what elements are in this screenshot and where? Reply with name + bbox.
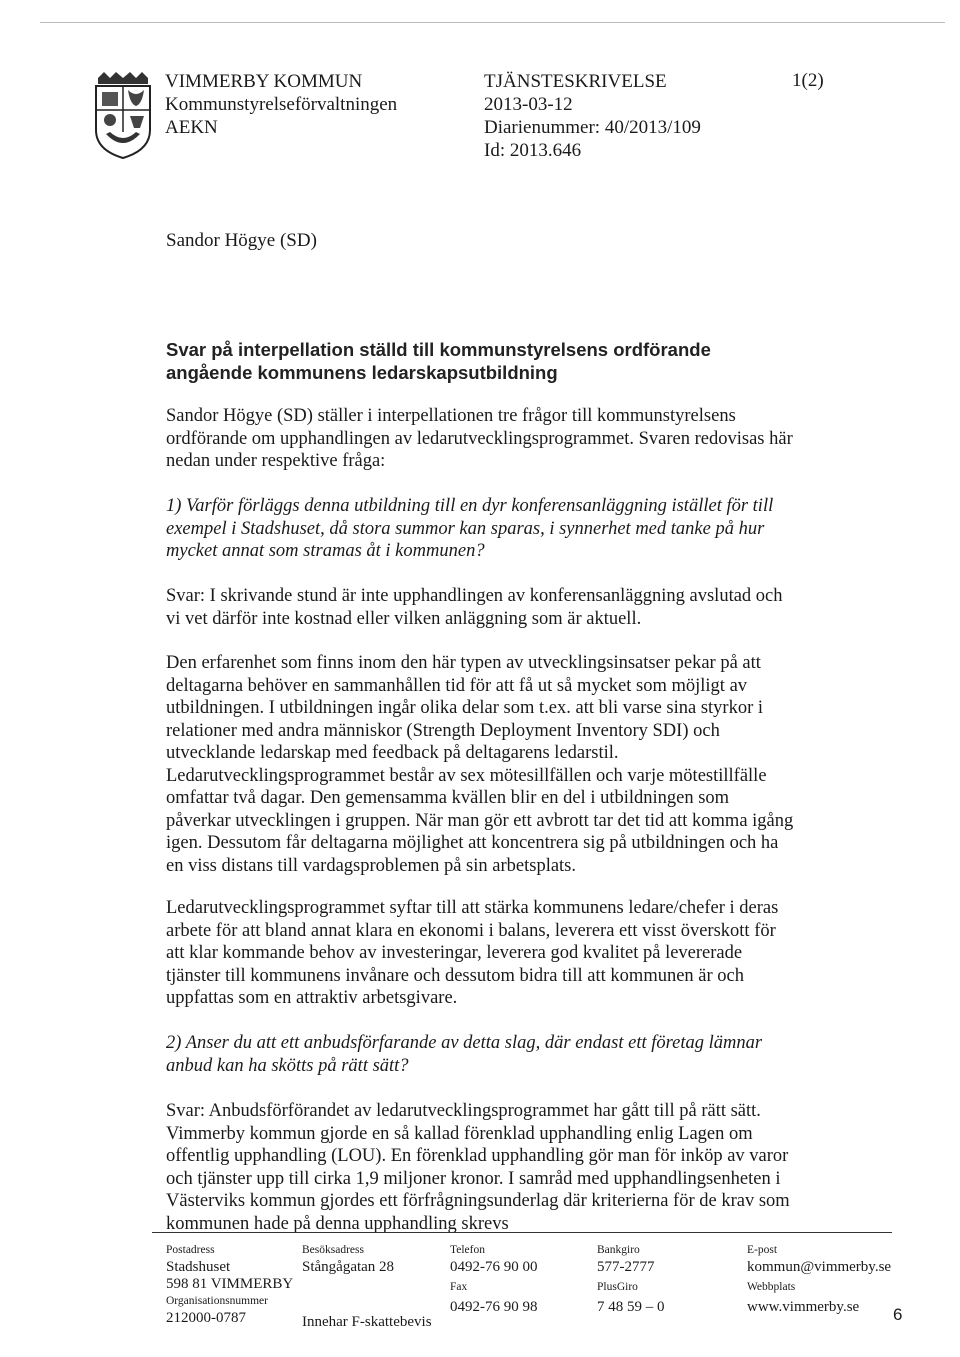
diary-number: Diarienummer: 40/2013/109 bbox=[484, 117, 701, 138]
web-label: Webbplats bbox=[747, 1281, 796, 1293]
header-org-block bbox=[165, 70, 397, 139]
fax-label: Fax bbox=[450, 1281, 468, 1293]
bankgiro-value: 577-2777 bbox=[597, 1259, 655, 1275]
footer-postal bbox=[166, 1242, 293, 1327]
footer-giro bbox=[597, 1242, 665, 1316]
document-id: Id: 2013.646 bbox=[484, 140, 582, 161]
program-paragraph bbox=[166, 897, 796, 1010]
fax-value: 0492-76 90 98 bbox=[450, 1299, 538, 1315]
phone-label: Telefon bbox=[450, 1244, 485, 1256]
document-title: Svar på interpellation ställd till kommunstyrelsens ordförande angående kommunens ledarskapsutbildning bbox=[166, 339, 711, 383]
email-label: E-post bbox=[747, 1244, 778, 1256]
answer-2-text: Svar: Anbudsförförandet av ledarutvecklingsprogrammet har gått till på rätt sätt. Vimmerby kommun gjorde en så kallad förenklad upphandling enlig Lagen om offentlig upphandling (LOU). En förenklad upphandling gör man för inköp av varor och tjänster upp till cirka 1,9 miljoner kronor. I samråd med upphandlingsenheten i Västerviks kommun gjordes ett förfrågningsunderlag där kriterierna för de krav som kommunen hade på denna upphandling skrevs bbox=[166, 1101, 790, 1234]
footer-ftax bbox=[302, 1314, 432, 1331]
scan-top-rule bbox=[40, 22, 945, 23]
department-name: Kommunstyrelseförvaltningen bbox=[165, 94, 398, 115]
footer-visit bbox=[302, 1242, 394, 1276]
program-text: Ledarutvecklingsprogrammet syftar till att stärka kommunens ledare/chefer i deras arbete för att bland annat klara en ekonomi i balans, leverera ett visst överskott för att klar kommande behov av investeringar, leverera god kvalitet på levererade tjänster till kommunens invånare och dessutom bidra till att kommunen är och uppfattas som en attraktiv arbetsgivare. bbox=[166, 898, 779, 1008]
question-1 bbox=[166, 495, 796, 563]
header-doc-block bbox=[484, 70, 701, 162]
footer-phone bbox=[450, 1242, 538, 1316]
visit-label: Besöksadress bbox=[302, 1244, 364, 1256]
plusgiro-label: PlusGiro bbox=[597, 1281, 638, 1293]
email-value: kommun@vimmerby.se bbox=[747, 1259, 892, 1275]
footer-divider bbox=[152, 1232, 892, 1233]
ftax-text: Innehar F-skattebevis bbox=[302, 1314, 432, 1330]
question-2 bbox=[166, 1032, 796, 1077]
visit-address: Stångågatan 28 bbox=[302, 1259, 395, 1275]
intro-paragraph bbox=[166, 405, 796, 473]
plusgiro-value: 7 48 59 – 0 bbox=[597, 1299, 665, 1315]
postal-label: Postadress bbox=[166, 1244, 215, 1256]
page-number: 6 bbox=[893, 1305, 903, 1324]
experience-paragraph bbox=[166, 652, 796, 877]
document-date: 2013-03-12 bbox=[484, 94, 573, 115]
postal-line-2: 598 81 VIMMERBY bbox=[166, 1276, 294, 1292]
answer-1-text: Svar: I skrivande stund är inte upphandlingen av konferensanläggning avslutad och vi vet därför inte kostnad eller vilken anläggning som är aktuell. bbox=[166, 586, 783, 629]
web-value: www.vimmerby.se bbox=[747, 1299, 860, 1315]
footer-contact bbox=[747, 1242, 891, 1316]
question-1-text: 1) Varför förläggs denna utbildning till en dyr konferensanläggning istället för till exempel i Stadshuset, då stora summor kan sparas, i synnerhet med tanke på hur mycket annat som stramas åt i kommunen? bbox=[166, 496, 774, 561]
recipient: Sandor Högye (SD) bbox=[166, 230, 317, 251]
orgnr-label: Organisationsnummer bbox=[166, 1295, 268, 1307]
question-2-text: 2) Anser du att ett anbudsförfarande av detta slag, där endast ett företag lämnar anbud kan ha skötts på rätt sätt? bbox=[166, 1033, 763, 1076]
postal-line-1: Stadshuset bbox=[166, 1259, 231, 1275]
experience-text: Den erfarenhet som finns inom den här typen av utvecklingsinsatser pekar på att deltagarna behöver en sammanhållen tid för att få ut så mycket som möjligt av utbildningen. I utbildningen ingår olika delar som t.ex. att bli varse sina styrkor i relationer med andra människor (Strength Deployment Inventory SDI) och utvecklande ledarskap med feedback på deltagarens ledarstil. Ledarutvecklingsprogrammet består av sex mötesillfällen och varje mötestillfälle omfattar två dagar. Den gemensamma kvällen blir en del i utbildningen som påverkar utvecklingen i gruppen. När man gör ett avbrott tar det tid att komma igång igen. Dessutom får deltagarna möjlighet att koncentrera sig på utbildningen och ha en viss distans till vardagsproblemen på sin arbetsplats. bbox=[166, 653, 794, 876]
intro-text: Sandor Högye (SD) ställer i interpellationen tre frågor till kommunstyrelsens ordförande om upphandlingen av ledarutvecklingsprogrammet. Svaren redovisas här nedan under respektive fråga: bbox=[166, 406, 793, 471]
unit-code: AEKN bbox=[165, 117, 218, 138]
org-name: VIMMERBY KOMMUN bbox=[165, 71, 363, 92]
phone-value: 0492-76 90 00 bbox=[450, 1259, 538, 1275]
answer-1 bbox=[166, 585, 796, 630]
municipal-crest-logo bbox=[92, 70, 154, 160]
page-indicator: 1(2) bbox=[792, 70, 824, 91]
bankgiro-label: Bankgiro bbox=[597, 1244, 640, 1256]
orgnr-value: 212000-0787 bbox=[166, 1310, 246, 1326]
document-type: TJÄNSTESKRIVELSE bbox=[484, 71, 667, 92]
answer-2 bbox=[166, 1100, 796, 1235]
